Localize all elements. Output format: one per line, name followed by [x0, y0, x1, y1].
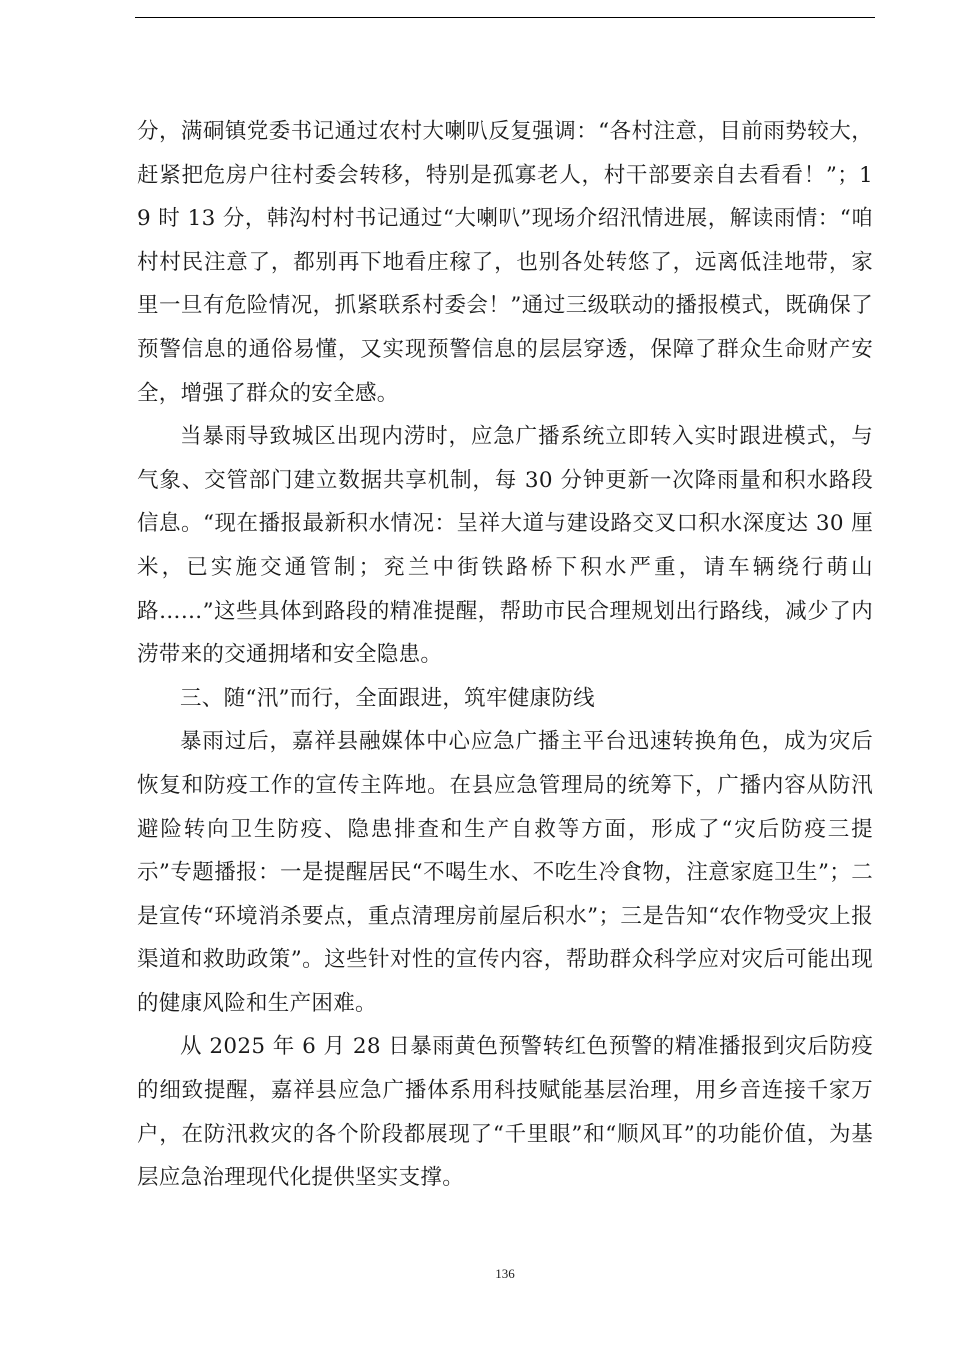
paragraph-post-disaster: 暴雨过后，嘉祥县融媒体中心应急广播主平台迅速转换角色，成为灾后恢复和防疫工作的宣传主阵地。在县应急管理局的统筹下，广播内容从防汛避险转向卫生防疫、隐患排查和生产自救等方面，形成了“灾后防疫三提示”专题播报：一是提醒居民“不喝生水、不吃生冷食物，注意家庭卫生”；二是宣传“环境消杀要点，重点清理房前屋后积水”；三是告知“农作物受灾上报渠道和救助政策”。这些针对性的宣传内容，帮助群众科学应对灾后可能出现的健康风险和生产困难。 [137, 729, 873, 1016]
section-heading: 三、随“汛”而行，全面跟进，筑牢健康防线 [180, 685, 595, 711]
paragraph-urban-waterlogging: 当暴雨导致城区出现内涝时，应急广播系统立即转入实时跟进模式，与气象、交管部门建立数据共享机制，每 30 分钟更新一次降雨量和积水路段信息。“现在播报最新积水情况：呈祥大道与建设路交叉口积水深度达 30 厘米，已实施交通管制；兖兰中街铁路桥下积水严重，请车辆绕行萌山路……”这些具体到路段的精准提醒，帮助市民合理规划出行路线，减少了内涝带来的交通拥堵和安全隐患。 [137, 424, 873, 668]
paragraph-continued: 分，满硐镇党委书记通过农村大喇叭反复强调：“各村注意，目前雨势较大，赶紧把危房户往村委会转移，特别是孤寡老人，村干部要亲自去看看！”；19 时 13 分，韩沟村村书记通过“大喇叭”现场介绍汛情进展，解读雨情：“咱村村民注意了，都别再下地看庄稼了，也别各处转悠了，远离低洼地带，家里一旦有危险情况，抓紧联系村委会！”通过三级联动的播报模式，既确保了预警信息的通俗易懂，又实现预警信息的层层穿透，保障了群众生命财产安全，增强了群众的安全感。 [137, 119, 873, 406]
document-body [137, 110, 873, 1200]
paragraph-conclusion: 从 2025 年 6 月 28 日暴雨黄色预警转红色预警的精准播报到灾后防疫的细致提醒，嘉祥县应急广播体系用科技赋能基层治理，用乡音连接千家万户，在防汛救灾的各个阶段都展现了“千里眼”和“顺风耳”的功能价值，为基层应急治理现代化提供坚实支撑。 [137, 1034, 873, 1191]
page-number: 136 [495, 1266, 515, 1281]
header-rule [135, 17, 875, 18]
